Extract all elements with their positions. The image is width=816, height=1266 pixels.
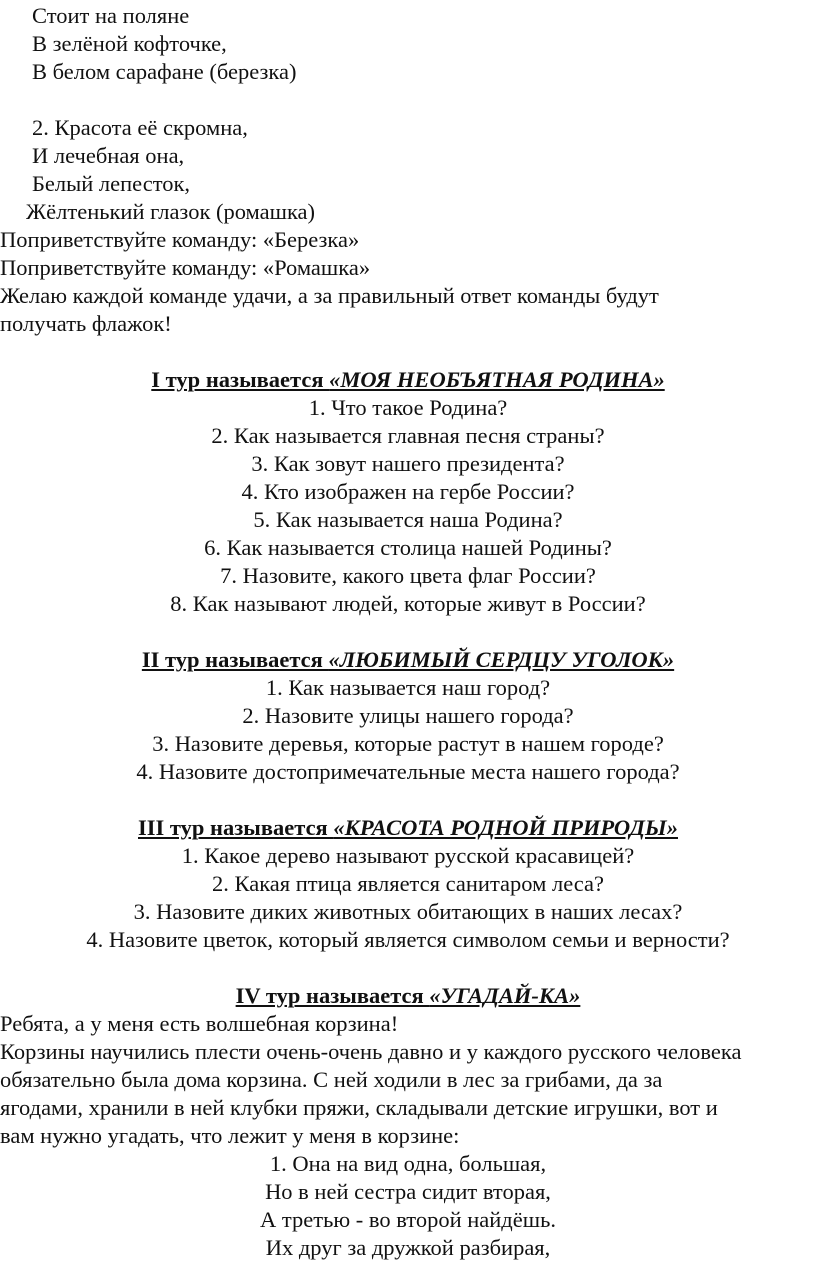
- greeting-line: Поприветствуйте команду: «Ромашка»: [0, 255, 371, 280]
- poem-line: Их друг за дружкой разбирая,: [265, 1235, 551, 1260]
- greeting-line: Поприветствуйте команду: «Березка»: [0, 227, 360, 252]
- question-item: 8. Как называют людей, которые живут в России?: [170, 591, 646, 616]
- paragraph-line: вам нужно угадать, что лежит у меня в корзине:: [0, 1123, 460, 1148]
- question-item: 4. Назовите достопримечательные места нашего города?: [136, 759, 680, 784]
- question-item: 2. Какая птица является санитаром леса?: [212, 871, 604, 896]
- riddle-line: В белом сарафане (березка): [32, 59, 297, 84]
- tour-heading-title: «МОЯ НЕОБЪЯТНАЯ РОДИНА»: [329, 367, 665, 392]
- question-item: 5. Как называется наша Родина?: [253, 507, 563, 532]
- poem-line: А третью - во второй найдёшь.: [260, 1207, 556, 1232]
- question-item: 1. Что такое Родина?: [308, 395, 508, 420]
- tour-heading: [0, 982, 816, 1010]
- question-item: 1. Как называется наш город?: [265, 675, 551, 700]
- tour-heading-title: «УГАДАЙ-КА»: [429, 983, 581, 1008]
- question-item: 3. Назовите диких животных обитающих в наших лесах?: [133, 899, 683, 924]
- question-item: 1. Какое дерево называют русской красавицей?: [181, 843, 635, 868]
- tour-heading-prefix: I тур называется: [151, 367, 330, 392]
- question-item: 2. Как называется главная песня страны?: [211, 423, 605, 448]
- tour-heading-prefix: IV тур называется: [235, 983, 430, 1008]
- poem-line: Но в ней сестра сидит вторая,: [265, 1179, 551, 1204]
- paragraph-line: ягодами, хранили в ней клубки пряжи, складывали детские игрушки, вот и: [0, 1095, 718, 1120]
- tour-heading: [0, 366, 816, 394]
- question-item: 3. Назовите деревья, которые растут в нашем городе?: [152, 731, 664, 756]
- paragraph-line: Корзины научились плести очень-очень давно и у каждого русского человека: [0, 1039, 742, 1064]
- riddle-line: Стоит на поляне: [32, 3, 190, 28]
- question-item: 7. Назовите, какого цвета флаг России?: [220, 563, 596, 588]
- tour-heading-prefix: II тур называется: [141, 647, 329, 672]
- poem-line: 1. Она на вид одна, большая,: [269, 1151, 547, 1176]
- riddle-line: В зелёной кофточке,: [32, 31, 227, 56]
- question-item: 6. Как называется столица нашей Родины?: [204, 535, 612, 560]
- riddle-line: Жёлтенький глазок (ромашка): [26, 199, 316, 224]
- greeting-line: получать флажок!: [0, 311, 172, 336]
- riddle-line: Белый лепесток,: [32, 171, 191, 196]
- question-item: 4. Кто изображен на гербе России?: [241, 479, 575, 504]
- question-item: 4. Назовите цветок, который является символом семьи и верности?: [86, 927, 730, 952]
- riddle-line: 2. Красота её скромна,: [32, 115, 248, 140]
- tour-heading: [0, 646, 816, 674]
- tour-heading: [0, 814, 816, 842]
- question-item: 2. Назовите улицы нашего города?: [242, 703, 574, 728]
- riddle-line: И лечебная она,: [32, 143, 185, 168]
- tour-heading-title: «ЛЮБИМЫЙ СЕРДЦУ УГОЛОК»: [328, 647, 675, 672]
- paragraph-line: обязательно была дома корзина. С ней ходили в лес за грибами, да за: [0, 1067, 663, 1092]
- greeting-line: Желаю каждой команде удачи, а за правильный ответ команды будут: [0, 283, 659, 308]
- tour-heading-prefix: III тур называется: [138, 815, 334, 840]
- tour-heading-title: «КРАСОТА РОДНОЙ ПРИРОДЫ»: [333, 815, 678, 840]
- question-item: 3. Как зовут нашего президента?: [251, 451, 565, 476]
- paragraph-line: Ребята, а у меня есть волшебная корзина!: [0, 1011, 399, 1036]
